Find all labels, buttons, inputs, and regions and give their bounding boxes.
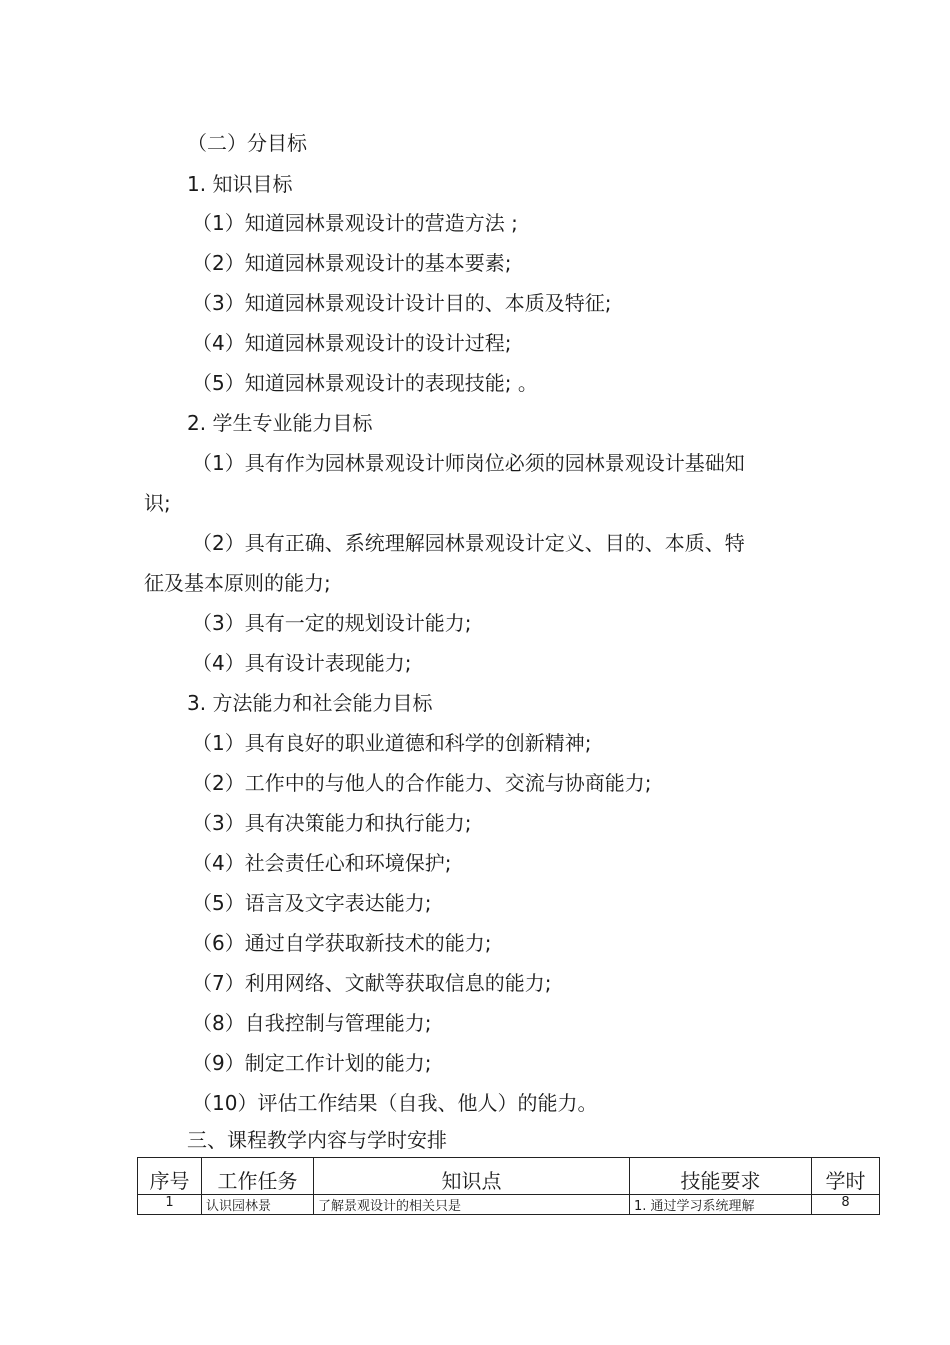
method-item-1: （1）具有良好的职业道德和科学的创新精神; <box>192 731 592 755</box>
cell-hours: 8 <box>812 1195 880 1215</box>
method-item-10: （10）评估工作结果（自我、他人）的能力。 <box>192 1091 598 1115</box>
subsection-heading: （二）分目标 <box>187 131 307 155</box>
method-item-7: （7）利用网络、文献等获取信息的能力; <box>192 971 552 995</box>
method-item-8: （8）自我控制与管理能力; <box>192 1011 432 1035</box>
method-item-9: （9）制定工作计划的能力; <box>192 1051 432 1075</box>
professional-item-4: （4）具有设计表现能力; <box>192 651 412 675</box>
table-header-row <box>138 1158 880 1195</box>
professional-item-1-line-2: 识; <box>144 491 171 515</box>
table-row <box>138 1195 880 1215</box>
professional-item-1-line-1: （1）具有作为园林景观设计师岗位必须的园林景观设计基础知 <box>192 451 745 475</box>
cell-task: 认识园林景 <box>202 1195 314 1215</box>
header-task: 工作任务 <box>202 1158 314 1195</box>
section-three-heading: 三、课程教学内容与学时安排 <box>187 1128 447 1152</box>
method-item-6: （6）通过自学获取新技术的能力; <box>192 931 492 955</box>
header-index: 序号 <box>138 1158 202 1195</box>
cell-index: 1 <box>138 1195 202 1215</box>
professional-item-3: （3）具有一定的规划设计能力; <box>192 611 472 635</box>
knowledge-item-3: （3）知道园林景观设计设计目的、本质及特征; <box>192 291 612 315</box>
professional-item-2-line-2: 征及基本原则的能力; <box>144 571 331 595</box>
knowledge-heading: 1. 知识目标 <box>187 172 293 196</box>
header-hours: 学时 <box>812 1158 880 1195</box>
cell-skill: 1. 通过学习系统理解 <box>630 1195 812 1215</box>
cell-knowledge: 了解景观设计的相关只是 <box>314 1195 630 1215</box>
method-item-5: （5）语言及文字表达能力; <box>192 891 432 915</box>
method-item-2: （2）工作中的与他人的合作能力、交流与协商能力; <box>192 771 652 795</box>
method-heading: 3. 方法能力和社会能力目标 <box>187 691 433 715</box>
knowledge-item-5: （5）知道园林景观设计的表现技能; 。 <box>192 371 538 395</box>
knowledge-item-1: （1）知道园林景观设计的营造方法 ; <box>192 211 518 235</box>
method-item-3: （3）具有决策能力和执行能力; <box>192 811 472 835</box>
knowledge-item-4: （4）知道园林景观设计的设计过程; <box>192 331 512 355</box>
professional-item-2-line-1: （2）具有正确、系统理解园林景观设计定义、目的、本质、特 <box>192 531 745 555</box>
method-item-4: （4）社会责任心和环境保护; <box>192 851 452 875</box>
professional-heading: 2. 学生专业能力目标 <box>187 411 373 435</box>
knowledge-item-2: （2）知道园林景观设计的基本要素; <box>192 251 512 275</box>
header-skill: 技能要求 <box>630 1158 812 1195</box>
schedule-table <box>137 1157 880 1215</box>
header-knowledge: 知识点 <box>314 1158 630 1195</box>
